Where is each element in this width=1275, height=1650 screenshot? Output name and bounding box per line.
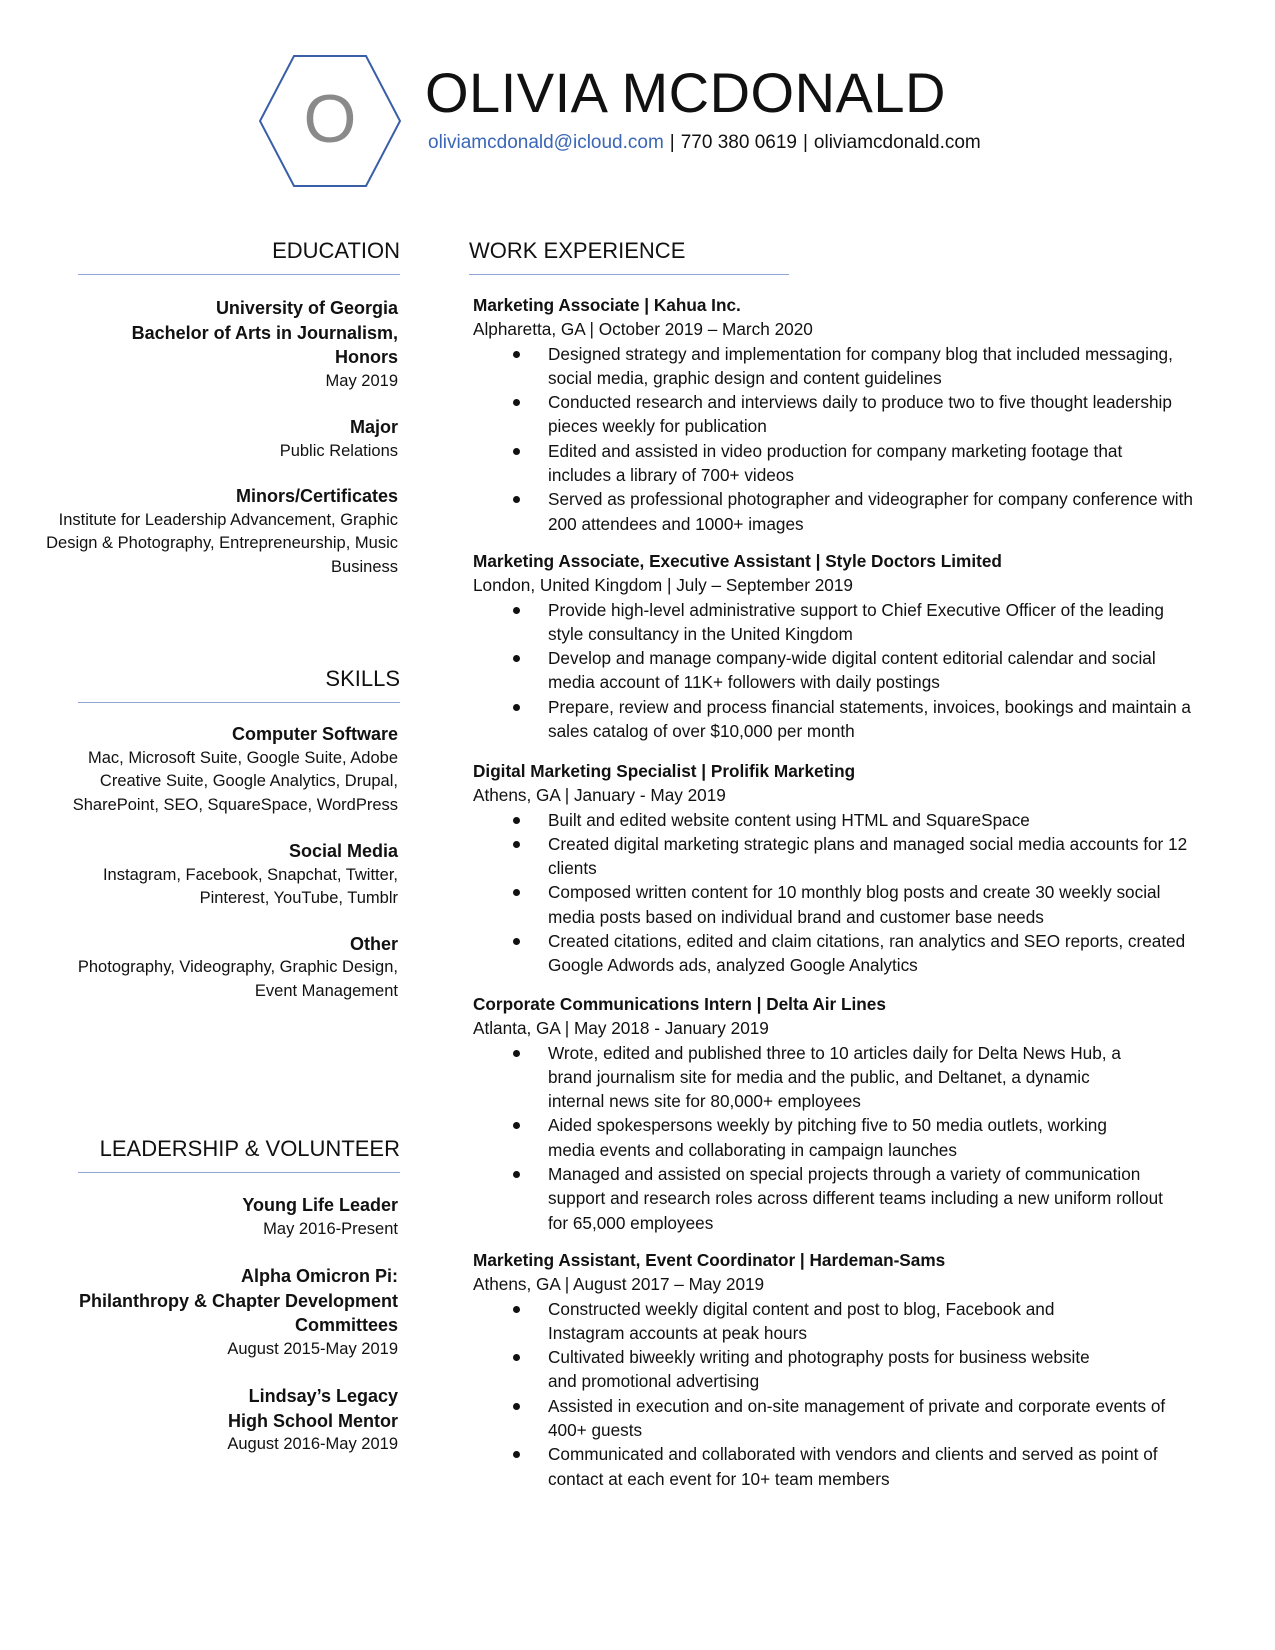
leadership-role: Young Life Leader <box>242 1195 398 1215</box>
work-experience-heading: WORK EXPERIENCE <box>469 236 789 275</box>
social-media-label: Social Media <box>288 841 398 861</box>
software-label: Computer Software <box>231 724 398 744</box>
right-column <box>469 0 1253 1650</box>
job-bullet <box>473 439 1243 488</box>
degree-line: Honors <box>335 347 398 367</box>
bullet-line: Composed written content for 10 monthly blog posts and create 30 weekly social <box>548 882 1161 903</box>
leadership-heading: LEADERSHIP & VOLUNTEER <box>78 1134 400 1173</box>
software-line: Mac, Microsoft Suite, Google Suite, Adobe <box>88 748 398 767</box>
bullet-line: brand journalism site for media and the public, and Deltanet, a dynamic <box>548 1066 1090 1087</box>
leadership-date: August 2016-May 2019 <box>227 1435 398 1453</box>
skills-heading: SKILLS <box>78 664 400 703</box>
leadership-role: Lindsay’s Legacy <box>248 1386 398 1406</box>
bullet-line: media events and collaborating in campaign launches <box>548 1139 957 1160</box>
bullet-line: 200 attendees and 1000+ images <box>548 513 804 534</box>
job-bullet <box>473 487 1243 536</box>
job-bullet <box>473 832 1243 881</box>
job-bullet-list <box>473 342 1243 536</box>
job-bullet <box>473 342 1243 391</box>
bullet-line: Created digital marketing strategic plans and managed social media accounts for 12 <box>548 833 1188 854</box>
job-bullet <box>473 1041 1243 1114</box>
bullet-line: Provide high-level administrative support to Chief Executive Officer of the leading <box>548 599 1164 620</box>
leadership-role: Philanthropy & Chapter Development <box>78 1290 398 1311</box>
job-location-dates: Alpharetta, GA | October 2019 – March 2020 <box>473 319 813 340</box>
other-skills-line: Photography, Videography, Graphic Design, <box>77 958 398 976</box>
skills-section <box>18 722 398 1003</box>
minors-line: Design & Photography, Entrepreneurship, Music <box>46 534 398 552</box>
job-title: Digital Marketing Specialist | Prolifik Marketing <box>473 761 856 781</box>
bullet-line: Instagram accounts at peak hours <box>548 1322 807 1343</box>
email-link[interactable]: oliviamcdonald@icloud.com <box>428 132 664 153</box>
education-heading: EDUCATION <box>78 236 400 275</box>
minors-line: Institute for Leadership Advancement, Graphic <box>58 510 398 529</box>
job-bullet <box>473 646 1243 695</box>
job-bullet <box>473 808 1243 832</box>
phone-number: 770 380 0619 <box>680 132 797 153</box>
job-entry <box>473 1248 1243 1491</box>
other-skills-line: Event Management <box>254 981 398 1000</box>
job-bullet <box>473 695 1243 744</box>
school-name: University of Georgia <box>215 298 398 318</box>
job-bullet <box>473 1113 1243 1162</box>
job-title: Corporate Communications Intern | Delta Air Lines <box>473 994 886 1014</box>
job-location-dates: Atlanta, GA | May 2018 - January 2019 <box>473 1018 769 1039</box>
bullet-line: Constructed weekly digital content and post to blog, Facebook and <box>548 1298 1055 1319</box>
left-column <box>20 0 400 1650</box>
bullet-line: Built and edited website content using HTML and SquareSpace <box>548 809 1030 830</box>
bullet-line: support and research roles across different teams including a new uniform rollout <box>548 1188 1163 1209</box>
job-bullet <box>473 1297 1243 1346</box>
bullet-line: Aided spokespersons weekly by pitching five to 50 media outlets, working <box>548 1115 1107 1136</box>
minors-line: Business <box>331 557 398 576</box>
bullet-line: media posts based on individual brand and customer base needs <box>548 906 1044 927</box>
job-entry <box>473 293 1243 536</box>
separator: | <box>669 132 675 153</box>
job-bullet <box>473 1394 1243 1443</box>
bullet-line: Conducted research and interviews daily to produce two to five thought leadership <box>548 392 1172 413</box>
bullet-line: media account of 11K+ followers with daily postings <box>548 672 940 693</box>
leadership-date: August 2015-May 2019 <box>227 1339 398 1358</box>
software-line: SharePoint, SEO, SquareSpace, WordPress <box>72 795 398 814</box>
bullet-line: style consultancy in the United Kingdom <box>548 623 853 644</box>
bullet-line: Prepare, review and process financial statements, invoices, bookings and maintain a <box>548 696 1191 717</box>
job-bullet <box>473 390 1243 439</box>
candidate-name: OLIVIA MCDONALD <box>425 61 946 124</box>
job-location-dates: Athens, GA | January - May 2019 <box>473 785 726 806</box>
job-bullet <box>473 880 1243 929</box>
leadership-role: Alpha Omicron Pi: <box>240 1266 398 1286</box>
job-bullet-list <box>473 808 1243 978</box>
bullet-line: Served as professional photographer and videographer for company conference with <box>548 489 1193 510</box>
job-location-dates: London, United Kingdom | July – September 2019 <box>473 575 853 596</box>
major-label: Major <box>349 417 398 437</box>
job-bullet <box>473 1162 1243 1235</box>
job-location-dates: Athens, GA | August 2017 – May 2019 <box>473 1274 765 1295</box>
bullet-line: Google Adwords ads, analyzed Google Analytics <box>548 955 918 976</box>
other-skills-label: Other <box>349 933 398 954</box>
bullet-line: pieces weekly for publication <box>548 416 767 437</box>
bullet-line: internal news site for 80,000+ employees <box>548 1091 861 1112</box>
bullet-line: social media, graphic design and content guidelines <box>548 367 942 388</box>
job-title: Marketing Associate, Executive Assistant | Style Doctors Limited <box>473 551 1002 571</box>
social-media-line: Pinterest, YouTube, Tumblr <box>199 889 398 907</box>
job-bullet <box>473 1442 1243 1491</box>
bullet-line: Wrote, edited and published three to 10 articles daily for Delta News Hub, a <box>548 1042 1121 1063</box>
job-bullet <box>473 1345 1243 1394</box>
job-title: Marketing Associate | Kahua Inc. <box>473 295 741 315</box>
graduation-date: May 2019 <box>325 371 398 390</box>
software-line: Creative Suite, Google Analytics, Drupal, <box>99 772 398 790</box>
education-section <box>18 296 398 579</box>
bullet-line: Created citations, edited and claim citations, ran analytics and SEO reports, created <box>548 931 1186 952</box>
monogram-letter: O <box>303 81 357 157</box>
social-media-line: Instagram, Facebook, Snapchat, Twitter, <box>102 865 398 884</box>
bullet-line: Designed strategy and implementation for company blog that included messaging, <box>548 343 1173 364</box>
job-entry <box>473 549 1243 743</box>
job-title: Marketing Assistant, Event Coordinator | Hardeman-Sams <box>473 1250 946 1270</box>
major-value: Public Relations <box>279 441 398 460</box>
job-bullet <box>473 929 1243 978</box>
leadership-role: Committees <box>294 1315 398 1335</box>
bullet-line: Managed and assisted on special projects through a variety of communication <box>548 1164 1141 1185</box>
leadership-section <box>18 1193 398 1457</box>
degree-line: Bachelor of Arts in Journalism, <box>131 322 398 343</box>
job-bullet-list <box>473 1041 1243 1235</box>
bullet-line: sales catalog of over $10,000 per month <box>548 721 855 742</box>
job-bullet-list <box>473 1297 1243 1491</box>
bullet-line: Cultivated biweekly writing and photography posts for business website <box>548 1347 1090 1368</box>
bullet-line: for 65,000 employees <box>548 1212 714 1233</box>
bullet-line: Edited and assisted in video production for company marketing footage that <box>548 440 1123 461</box>
leadership-date: May 2016-Present <box>263 1219 398 1238</box>
leadership-role: High School Mentor <box>228 1410 398 1431</box>
job-bullet <box>473 598 1243 647</box>
bullet-line: Develop and manage company-wide digital content editorial calendar and social <box>548 648 1156 669</box>
bullet-line: clients <box>548 858 597 879</box>
job-entry <box>473 992 1243 1235</box>
bullet-line: Assisted in execution and on-site management of private and corporate events of <box>548 1395 1166 1416</box>
bullet-line: 400+ guests <box>548 1420 643 1441</box>
bullet-line: contact at each event for 10+ team members <box>548 1468 890 1489</box>
bullet-line: and promotional advertising <box>548 1371 760 1392</box>
job-entry <box>473 759 1243 978</box>
separator: | <box>802 132 808 153</box>
bullet-line: includes a library of 700+ videos <box>548 465 795 486</box>
job-bullet-list <box>473 598 1243 744</box>
website-link[interactable]: oliviamcdonald.com <box>813 132 981 153</box>
minors-label: Minors/Certificates <box>235 486 398 506</box>
bullet-line: Communicated and collaborated with vendors and clients and served as point of <box>548 1444 1158 1465</box>
